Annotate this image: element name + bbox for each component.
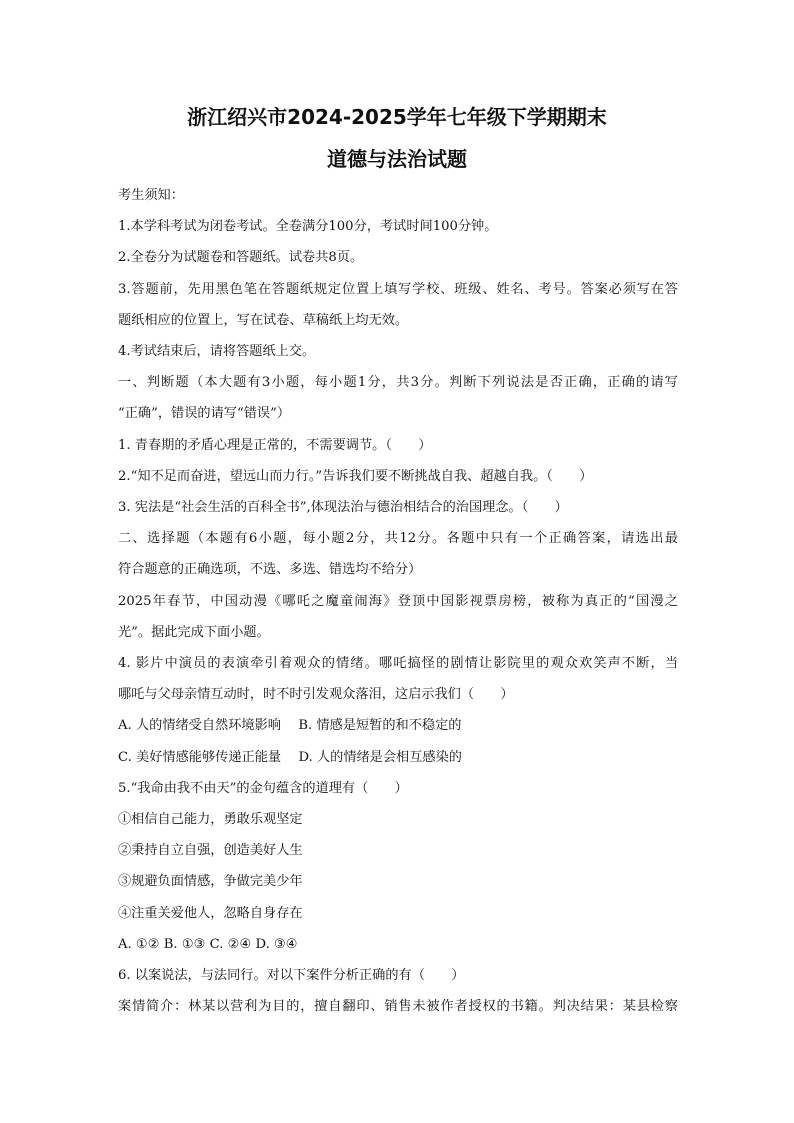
question-item: ③规避负面情感，争做完美少年: [118, 874, 303, 889]
question-text: 4. 影片中演员的表演牵引着观众的情绪。哪吒搞怪的剧情让影院里的观众欢笑声不断，当: [118, 656, 678, 671]
notice-heading: 考生须知：: [118, 188, 184, 203]
section-heading: “正确”，错误的请写“错误”）: [118, 406, 291, 421]
question-text: 5.“我命由我不由天”的金句蕴含的道理有（ ）: [118, 781, 408, 796]
question-text: 6. 以案说法，与法同行。对以下案件分析正确的有（ ）: [118, 968, 465, 983]
notice-item: 3.答题前，先用黑色笔在答题纸规定位置上填写学校、班级、姓名、考号。答案必须写在答: [118, 282, 678, 297]
question-text: 1. 青春期的矛盾心理是正常的，不需要调节。（ ）: [118, 438, 432, 453]
answer-options: A. 人的情绪受自然环境影响 B. 情感是短暂的和不稳定的: [118, 718, 462, 733]
question-text: 3. 宪法是“社会生活的百科全书”,体现法治与德治相结合的治国理念。（ ）: [118, 500, 568, 515]
notice-item: 题纸相应的位置上，写在试卷、草稿纸上均无效。: [118, 313, 409, 328]
answer-options: C. 美好情感能够传递正能量 D. 人的情绪是会相互感染的: [118, 750, 462, 765]
section-heading: 一、判断题（本大题有3小题，每小题1分，共3分。判断下列说法是否正确，正确的请写: [118, 375, 678, 390]
notice-item: 1.本学科考试为闭卷考试。全卷满分100分，考试时间100分钟。: [118, 219, 498, 234]
question-item: ①相信自己能力，勇敢乐观坚定: [118, 812, 303, 827]
question-text: 2.“知不足而奋进，望远山而力行。”告诉我们要不断挑战自我、超越自我。（ ）: [118, 469, 593, 484]
material-text: 2025年春节，中国动漫《哪吒之魔童闹海》登顶中国影视票房榜，被称为真正的“国漫之: [118, 594, 678, 609]
exam-subtitle: 道德与法治试题: [327, 147, 467, 171]
question-text: 哪吒与父母亲情互动时，时不时引发观众落泪，这启示我们（ ）: [118, 687, 514, 702]
material-text: 光”。据此完成下面小题。: [118, 625, 270, 640]
section-heading: 符合题意的正确选项，不选、多选、错选均不给分）: [118, 562, 422, 577]
question-item: ④注重关爱他人，忽略自身存在: [118, 906, 303, 921]
question-item: ②秉持自立自强，创造美好人生: [118, 843, 303, 858]
exam-title: 浙江绍兴市2024-2025学年七年级下学期期末: [187, 105, 607, 129]
section-heading: 二、选择题（本题有6小题，每小题2分，共12分。各题中只有一个正确答案，请选出最: [118, 531, 678, 546]
notice-item: 4.考试结束后，请将答题纸上交。: [118, 344, 316, 359]
case-text: 案情简介：林某以营利为目的，擅自翻印、销售未被作者授权的书籍。判决结果：某县检察: [118, 999, 678, 1014]
notice-item: 2.全卷分为试题卷和答题纸。试卷共8页。: [118, 250, 364, 265]
answer-options: A. ①② B. ①③ C. ②④ D. ③④: [118, 937, 298, 952]
